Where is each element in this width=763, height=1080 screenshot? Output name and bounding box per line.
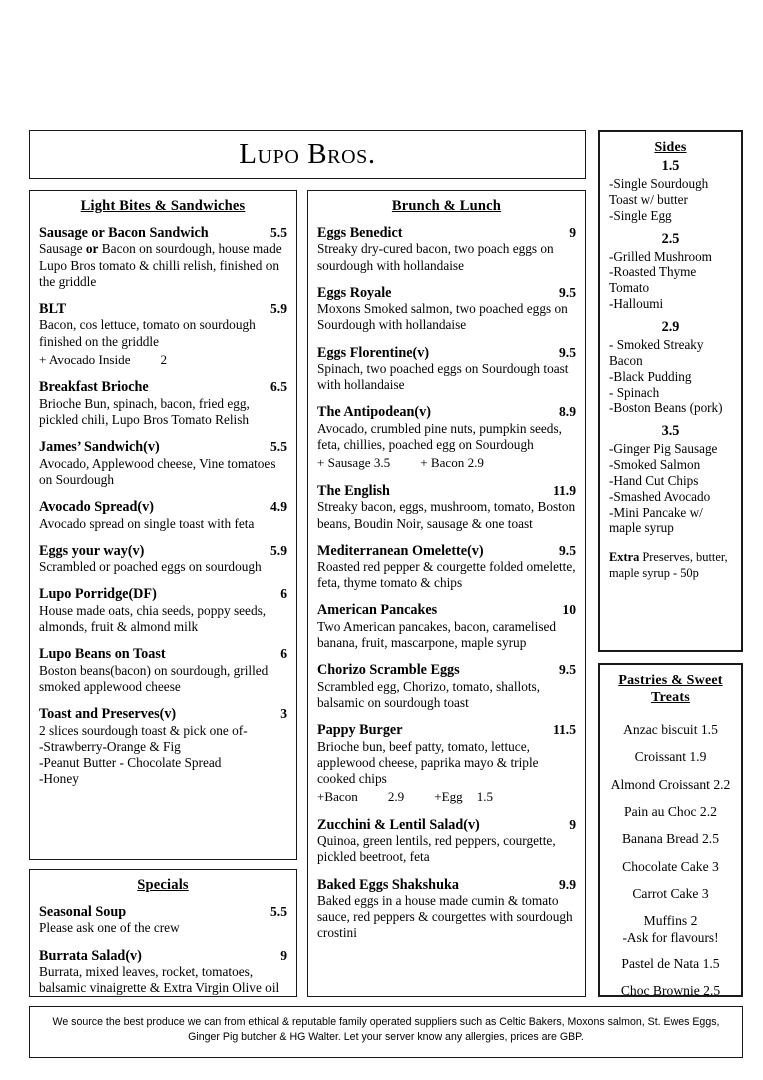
side-item: -Grilled Mushroom [609,248,712,264]
light-bites-content [30,191,296,859]
menu-item-header [317,877,576,894]
menu-item-price: 5.9 [270,542,287,558]
desc-part-2: Bacon on sourdough, house made Lupo Bros tomato & chilli relish, finished on the griddle [39,241,282,289]
side-item: -Hand Cut Chips [609,472,699,488]
menu-item-description: Baked eggs in a house made cumin & tomato sauce, red peppers & courgettes with sourdough crostini [317,893,573,941]
menu-item [39,225,287,290]
menu-item-price: 4.9 [270,498,287,514]
brunch-lunch-item-list [317,225,576,942]
menu-item-name: Breakfast Brioche [39,378,149,395]
menu-item-description: Streaky dry-cured bacon, two poach eggs on sourdough with hollandaise [317,241,554,273]
menu-item-name: James’ Sandwich(v) [39,438,160,455]
pastry-item: Choc Brownie 2.5 [620,983,721,995]
menu-item-name: Lupo Porridge(DF) [39,586,157,603]
sides-content [600,132,741,650]
menu-item-name: Burrata Salad(v) [39,947,142,964]
section-heading-sides: Sides [654,140,687,155]
addon-price: 2.9 [387,789,405,805]
pastry-item: Chocolate Cake 3 [622,858,719,874]
menu-item-header [317,285,576,302]
menu-item-name: Sausage or Bacon Sandwich [39,224,209,241]
menu-item-description: Avocado, Applewood cheese, Vine tomatoes on Sourdough [39,455,276,487]
pastry-item: Pastel de Nata 1.5 [621,955,720,971]
menu-item-description: Boston beans(bacon) on sourdough, grilled smoked applewood cheese [39,663,269,695]
menu-item [39,706,287,787]
menu-item-name: Eggs Benedict [317,224,403,241]
menu-item-header [317,543,576,560]
addon-label: +Bacon [317,789,358,805]
menu-item-description: Please ask one of the crew [39,920,180,936]
side-item: - Spinach [609,384,660,400]
menu-item-name: Eggs your way(v) [39,542,145,559]
desc-emphasis: or [85,241,99,257]
menu-item-price: 9.5 [559,542,576,558]
side-item: -Roasted Thyme Tomato [609,264,697,296]
menu-item [39,439,287,488]
menu-item-price: 9.5 [559,284,576,300]
menu-item-header [39,379,287,396]
menu-item-name: Zucchini & Lentil Salad(v) [317,816,480,833]
menu-item-price: 6.5 [270,378,287,394]
menu-item-description: Quinoa, green lentils, red peppers, courgette, pickled beetroot, feta [317,833,556,865]
light-bites-item-list [39,225,287,787]
menu-item-description: Scrambled or poached eggs on sourdough [39,559,262,575]
sides-price-heading: 1.5 [661,158,680,175]
menu-item-name: Avocado Spread(v) [39,498,154,515]
menu-item-header [317,662,576,679]
section-heading-specials: Specials [137,877,189,893]
menu-item [317,345,576,394]
menu-item-price: 5.5 [270,903,287,919]
menu-item-price: 9 [569,224,576,240]
footer-note-box [29,1006,743,1058]
menu-item-header [39,439,287,456]
side-item: -Mini Pancake w/ maple syrup [609,504,703,536]
menu-item [317,225,576,274]
menu-item [39,586,287,635]
menu-item-name: Chorizo Scramble Eggs [317,662,460,679]
menu-item-header [317,345,576,362]
menu-item-name: Toast and Preserves(v) [39,706,177,723]
menu-item-description: Bacon, cos lettuce, tomato on sourdough finished on the griddle [39,317,256,349]
menu-item-description: Scrambled egg, Chorizo, tomato, shallots, balsamic on sourdough toast [317,679,541,711]
sides-group-list [609,158,732,536]
specials-content [30,870,296,996]
menu-item-header [39,646,287,663]
menu-item-description [39,241,287,289]
addon-price-2: 1.5 [476,789,494,805]
menu-item-price: 3 [280,706,287,722]
menu-item-name: Eggs Florentine(v) [317,344,430,361]
menu-item-description: Avocado spread on single toast with feta [39,515,255,531]
brunch-lunch-content [308,191,585,996]
pastry-item: Pain au Choc 2.2 [624,804,717,820]
menu-item [317,662,576,711]
specials-section [29,869,297,997]
menu-item-name: Baked Eggs Shakshuka [317,876,459,893]
pastry-item: Almond Croissant 2.2 [610,776,731,792]
side-item: -Single Sourdough Toast w/ butter [609,176,709,207]
section-heading-brunch-lunch: Brunch & Lunch [391,198,502,214]
menu-item-header [317,602,576,619]
menu-item-price: 10 [562,602,576,618]
section-heading-light-bites: Light Bites & Sandwiches [80,198,246,214]
menu-item-price: 9.9 [559,876,576,892]
menu-item [317,722,576,805]
menu-item [39,904,287,937]
menu-item-price: 9.5 [559,662,576,678]
pastry-item-note: -Ask for flavours! [622,929,719,945]
menu-item-price: 5.5 [270,438,287,454]
menu-item-name: Mediterranean Omelette(v) [317,542,484,559]
side-item: -Single Egg [609,207,672,223]
menu-item-description: Roasted red pepper & courgette folded omelette, feta, thyme tomato & chips [317,559,576,591]
menu-item-header [317,817,576,834]
menu-item-price: 8.9 [559,404,576,420]
menu-item [317,817,576,866]
menu-item-description: Burrata, mixed leaves, rocket, tomatoes, balsamic vinaigrette & Extra Virgin Olive oil [39,964,280,996]
menu-item-header [39,948,287,965]
menu-item [39,301,287,368]
menu-item-option: -Peanut Butter - Chocolate Spread [39,755,222,770]
menu-item-price: 6 [280,646,287,662]
menu-item-addon [317,455,576,471]
menu-item [39,543,287,576]
sides-extra-label: Extra [609,550,640,565]
menu-item-name: Pappy Burger [317,722,403,739]
specials-item-list [39,904,287,996]
menu-item-price: 5.9 [270,300,287,316]
side-item: - Smoked Streaky Bacon [609,336,704,368]
pastries-content [600,665,741,995]
menu-item [317,404,576,471]
menu-item-header [317,404,576,421]
light-bites-section [29,190,297,860]
brunch-lunch-section [307,190,586,997]
menu-item-description: Brioche Bun, spinach, bacon, fried egg, pickled chili, Lupo Bros Tomato Relish [39,395,250,427]
menu-item-header [39,586,287,603]
side-item: -Smoked Salmon [609,457,701,473]
menu-item [39,379,287,428]
menu-item [317,483,576,532]
menu-item-name: The Antipodean(v) [317,404,431,421]
menu-item-description: Moxons Smoked salmon, two poached eggs on Sourdough with hollandaise [317,301,568,333]
menu-item-price: 9 [569,816,576,832]
addon-label: + Sausage 3.5 [317,455,391,471]
menu-item-header [39,301,287,318]
menu-item [317,543,576,592]
menu-item-header [317,483,576,500]
addon-price: 2 [160,351,168,367]
menu-item-header [39,706,287,723]
menu-item-header [39,499,287,516]
menu-item [317,877,576,942]
desc-part-1: Sausage [39,241,86,257]
menu-item-option: -Strawberry-Orange & Fig [39,739,181,755]
menu-item-header [39,225,287,242]
sides-section [598,130,743,652]
sides-extra-note [609,550,732,581]
menu-item [39,646,287,695]
sides-price-heading: 3.5 [661,423,680,440]
pastry-item: Muffins 2 [643,913,698,929]
menu-item-description: 2 slices sourdough toast & pick one of- [39,722,248,738]
pastry-item: Banana Bread 2.5 [621,831,719,847]
page-title: Lupo Bros. [239,138,376,170]
menu-item-name: Lupo Beans on Toast [39,646,166,663]
pastry-item: Carrot Cake 3 [632,886,709,902]
menu-item-description: Avocado, crumbled pine nuts, pumpkin seeds, feta, chillies, poached egg on Sourdough [317,421,562,453]
sides-price-heading: 2.5 [661,230,680,247]
menu-item-price: 9 [280,947,287,963]
menu-item-price: 5.5 [270,224,287,240]
menu-item [317,602,576,651]
pastry-item: Anzac biscuit 1.5 [623,722,718,738]
menu-item-price: 6 [280,586,287,602]
addon-label-2: +Egg [434,789,463,805]
sides-extra-text: Preserves, butter, maple syrup - 50p [609,550,728,580]
menu-item [39,499,287,532]
menu-item-description: Two American pancakes, bacon, caramelised banana, fruit, mascarpone, maple syrup [317,619,557,651]
menu-item-name: Eggs Royale [317,284,392,301]
menu-item-header [39,543,287,560]
restaurant-title-box [29,130,586,179]
side-item: -Ginger Pig Sausage [609,441,718,457]
pastry-item: Croissant 1.9 [634,749,707,765]
menu-item-description: Brioche bun, beef patty, tomato, lettuce, applewood cheese, paprika mayo & triple cooked chips [317,739,539,787]
menu-item-description: Streaky bacon, eggs, mushroom, tomato, Boston beans, Boudin Noir, sausage & one toast [317,499,576,531]
addon-price: + Bacon 2.9 [420,455,484,471]
pastries-item-list [609,722,732,995]
menu-item-price: 9.5 [559,344,576,360]
menu-item-option: -Honey [39,770,79,786]
menu-item-price: 11.5 [552,722,576,738]
side-item: -Boston Beans (pork) [609,400,723,416]
footer-text: We source the best produce we can from ethical & reputable family operated suppliers such as Celtic Bakers, Moxons salmon, St. Ewes Eggs, Ginger Pig butcher & HG Walter. Let your server know any allergies, prices are GBP. [52,1016,720,1044]
pastries-section [598,663,743,997]
side-item: -Halloumi [609,296,664,312]
menu-item-header [317,225,576,242]
menu-item-addon [39,352,287,368]
menu-item-addon [317,789,576,805]
menu-item-name: The English [317,482,390,499]
menu-item [317,285,576,334]
menu-item [39,948,287,996]
menu-item-description: House made oats, chia seeds, poppy seeds, almonds, fruit & almond milk [39,603,267,635]
menu-item-name: American Pancakes [317,602,438,619]
section-heading-pastries: Pastries & Sweet Treats [618,673,723,706]
menu-item-price: 11.9 [552,482,576,498]
addon-label: + Avocado Inside [39,351,131,367]
menu-item-description: Spinach, two poached eggs on Sourdough toast with hollandaise [317,361,569,393]
side-item: -Black Pudding [609,368,692,384]
menu-item-name: Seasonal Soup [39,903,127,920]
side-item: -Smashed Avocado [609,488,711,504]
menu-item-header [39,904,287,921]
menu-item-name: BLT [39,300,67,317]
sides-price-heading: 2.9 [661,318,680,335]
menu-item-header [317,722,576,739]
